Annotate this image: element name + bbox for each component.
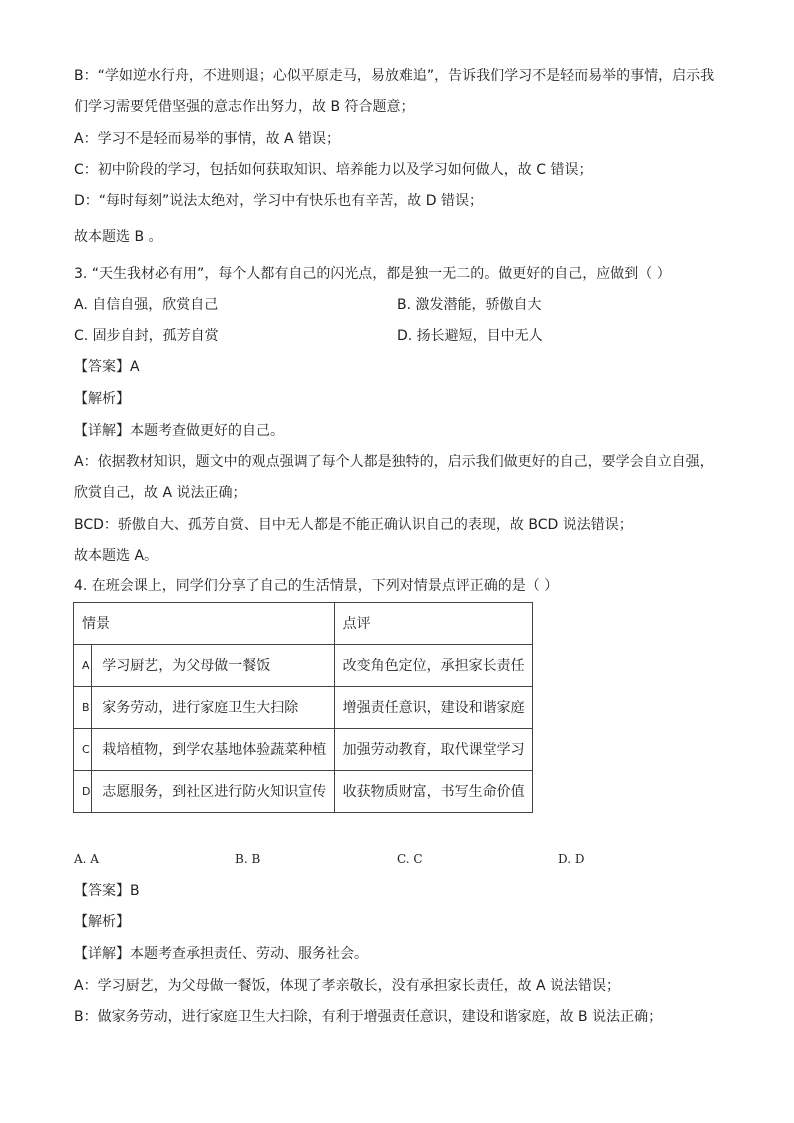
row-scene: 栽培植物，到学农基地体验蔬菜种植 (92, 729, 334, 771)
question-3-line-bcd: BCD：骄傲自大、孤芳自赏、目中无人都是不能正确认识自己的表现，故 BCD 说法错误； (74, 517, 633, 533)
question-4-answer (74, 881, 140, 901)
explanation-line-d: D：“每时每刻”说法太绝对，学习中有快乐也有辛苦，故 D 错误； (74, 193, 483, 209)
header-comment: 点评 (334, 603, 532, 645)
choice-b: B. B (235, 852, 261, 866)
row-scene: 学习厨艺，为父母做一餐饭 (92, 645, 334, 687)
question-4-detail (74, 944, 368, 964)
question-3-answer (74, 357, 140, 377)
explanation-line-b2: 们学习需要凭借坚强的意志作出努力，故 B 符合题意； (74, 99, 415, 115)
question-3-option-a: A. 自信自强，欣赏自己 (74, 297, 219, 313)
answer-value: A (130, 359, 140, 375)
question-4-stem: 4. 在班会课上，同学们分享了自己的生活情景，下列对情景点评正确的是（ ） (74, 578, 559, 594)
table-row (74, 729, 533, 771)
row-letter: D (74, 771, 92, 813)
row-letter: C (74, 729, 92, 771)
table-row (74, 645, 533, 687)
question-3-line-a1: A：依据教材知识，题文中的观点强调了每个人都是独特的，启示我们做更好的自己，要学会自立自强， (74, 454, 714, 470)
explanation-line-a: A：学习不是轻而易举的事情，故 A 错误； (74, 131, 341, 147)
question-4-line-b: B：做家务劳动，进行家庭卫生大扫除，有利于增强责任意识，建设和谐家庭，故 B 说法正确； (74, 1009, 663, 1025)
row-letter: A (74, 645, 92, 687)
choice-d: D. D (558, 852, 585, 866)
conclusion-q2: 故本题选 B 。 (74, 229, 163, 245)
row-comment: 改变角色定位，承担家长责任 (334, 645, 532, 687)
row-scene: 志愿服务，到社区进行防火知识宣传 (92, 771, 334, 813)
question-3-line-a2: 欣赏自己，故 A 说法正确； (74, 485, 247, 501)
row-comment: 收获物质财富，书写生命价值 (334, 771, 532, 813)
table-header-row (74, 603, 533, 645)
question-3-stem: 3. “天生我材必有用”，每个人都有自己的闪光点，都是独一无二的。做更好的自己，应做到（ ） (74, 266, 671, 282)
row-comment: 加强劳动教育，取代课堂学习 (334, 729, 532, 771)
question-3-option-c: C. 固步自封，孤芳自赏 (74, 328, 219, 344)
answer-label: 【答案】 (74, 883, 130, 899)
choice-c: C. C (397, 852, 423, 866)
question-4-analysis-label: 【解析】 (74, 914, 130, 930)
table-row (74, 687, 533, 729)
detail-text: 本题考查做更好的自己。 (130, 423, 284, 439)
header-scene: 情景 (74, 603, 335, 645)
question-3-option-b: B. 激发潜能，骄傲自大 (397, 297, 542, 313)
answer-value: B (130, 883, 140, 899)
row-letter: B (74, 687, 92, 729)
detail-label: 【详解】 (74, 946, 130, 962)
question-3-conclusion: 故本题选 A。 (74, 548, 159, 564)
table-row (74, 771, 533, 813)
detail-text: 本题考查承担责任、劳动、服务社会。 (130, 946, 368, 962)
question-3-analysis-label: 【解析】 (74, 391, 130, 407)
row-comment: 增强责任意识，建设和谐家庭 (334, 687, 532, 729)
row-scene: 家务劳动，进行家庭卫生大扫除 (92, 687, 334, 729)
detail-label: 【详解】 (74, 423, 130, 439)
answer-label: 【答案】 (74, 359, 130, 375)
question-3-detail (74, 421, 284, 441)
choice-a: A. A (74, 852, 99, 866)
question-3-option-d: D. 扬长避短，目中无人 (397, 328, 543, 344)
question-4-line-a: A：学习厨艺，为父母做一餐饭，体现了孝亲敬长，没有承担家长责任，故 A 说法错误； (74, 978, 621, 994)
explanation-line-c: C：初中阶段的学习，包括如何获取知识、培养能力以及学习如何做人，故 C 错误； (74, 162, 593, 178)
scenario-table (73, 602, 533, 813)
explanation-line-b1: B：“学如逆水行舟，不进则退；心似平原走马，易放难追”，告诉我们学习不是轻而易举的事情，启示我 (74, 68, 715, 84)
